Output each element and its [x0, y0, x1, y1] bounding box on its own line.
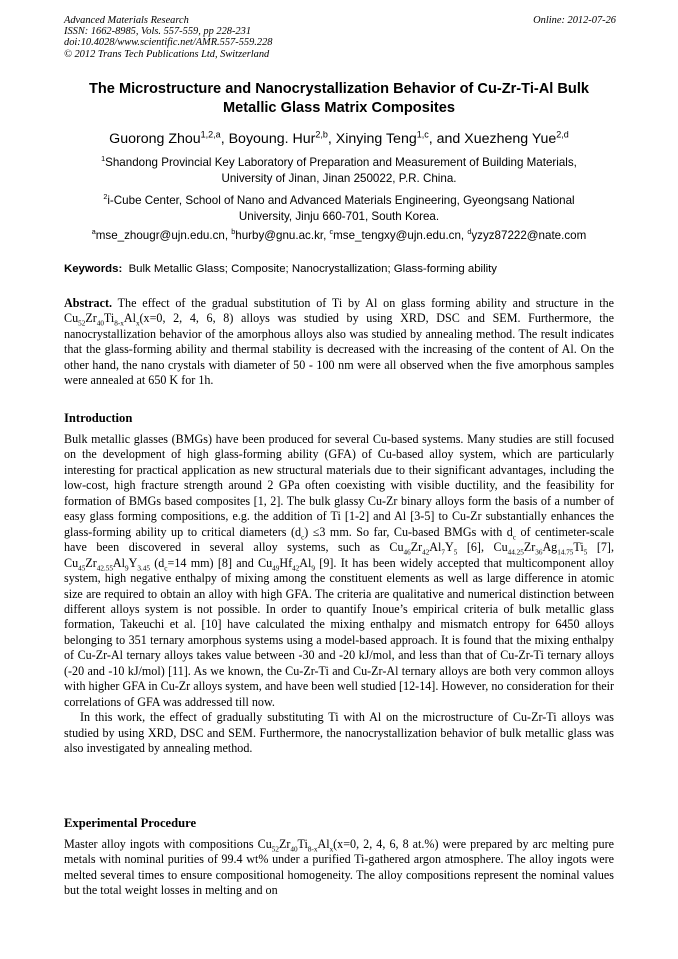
journal-name: Advanced Materials Research — [64, 15, 189, 26]
journal-header — [64, 15, 616, 60]
subscript: 42 — [292, 564, 300, 573]
subscript: 42.55 — [96, 564, 113, 573]
author-affiliation-mark: 2,b — [315, 129, 328, 140]
subscript: 9 — [125, 564, 129, 573]
subscript: x — [135, 319, 140, 328]
email-mark: d — [467, 227, 472, 237]
body-text: [6], Cu — [457, 540, 508, 555]
author-affiliation-mark: 2,d — [556, 129, 569, 140]
abstract-label: Abstract. — [64, 296, 113, 310]
section-heading-experimental: Experimental Procedure — [64, 816, 197, 830]
body-text: Hf — [279, 555, 293, 570]
body-text: Al — [429, 540, 442, 555]
affiliation-mark: 2 — [103, 192, 108, 202]
body-text: Bulk metallic glasses (BMGs) have been produced for several Cu-based systems. Many studies are still focused on the development of high glass-forming ability (GFA) of Cu-based alloy system, which are particularly interesting for practical application as new structural materials due to their significant advantages, including the low-cost, high fracture strength around 2 GPa often coexisting with visible ductility, and the feasibility for formation of BMGs based composites [1, 2]. The bulk glassy Cu-Zr binary alloys form the basis of a number of easy glass forming compositions, e.g. the addition of Ti [1-2] and Al [3-5] to Cu-Zr substantially enhances the glass-forming ability up to critical diameters (d — [64, 432, 614, 539]
body-text: Zr — [410, 540, 423, 555]
author-list — [64, 130, 614, 148]
body-text: Ti — [297, 837, 308, 851]
subscript: x — [329, 845, 334, 854]
title-line-1: The Microstructure and Nanocrystallization Behavior of Cu-Zr-Ti-Al Bulk — [88, 81, 590, 97]
body-text: (d — [149, 555, 165, 570]
subscript: c — [512, 533, 516, 542]
body-text: Al — [299, 555, 312, 570]
subscript: 8-x — [114, 319, 124, 328]
affiliation-1 — [64, 155, 614, 186]
subscript: 45 — [78, 564, 86, 573]
abstract-text: Zr — [85, 311, 97, 326]
subscript: 49 — [272, 564, 280, 573]
abstract — [64, 296, 614, 389]
body-text: =14 mm) [8] and Cu — [167, 555, 273, 570]
affiliation-text: i-Cube Center, School of Nano and Advanced Materials Engineering, Gyeongsang National — [107, 194, 575, 207]
abstract-text: Ti — [103, 311, 115, 326]
abstract-text: (x=0, 2, 4, 6, 8) alloys was studied by using XRD, DSC and SEM. Furthermore, the nanocrystallization behavior of the amorphous alloys also was studied by annealing method. The result indicates that the glass-forming ability and thermal stability is decreased with the increasing of the content of Al. On the other hand, the nano crystals with diameter of 50 - 100 nm were all observed when the five amorphous samples were annealed at 650 K for 1h. — [64, 311, 614, 388]
subscript: 52 — [271, 845, 279, 854]
doi-line: doi:10.4028/www.scientific.net/AMR.557-559.228 — [64, 37, 273, 49]
body-text: (x=0, 2, 4, 6, 8 at.%) were prepared by arc melting pure metals with nominal purities of 99.4 wt% under a purified Ti-gathered argon atmosphere. The alloy ingots were melted several times to ensure compositional homogeneity. The alloy compositions represent the nominal values but the total weight losses in melting and on — [64, 837, 614, 898]
body-text: Zr — [278, 837, 291, 851]
subscript: 42 — [422, 548, 430, 557]
introduction-body — [64, 432, 614, 757]
body-text: Ag — [542, 540, 558, 555]
body-text: Zr — [523, 540, 536, 555]
introduction-paragraph-1 — [64, 432, 614, 710]
subscript: 5 — [583, 548, 588, 557]
subscript: 14.75 — [557, 548, 574, 557]
author-name: Guorong Zhou — [109, 131, 201, 147]
introduction-paragraph-2: In this work, the effect of gradually substituting Ti with Al on the microstructure of Cu-Zr-Ti alloys was studied by using XRD, DSC and SEM. Furthermore, the nanocrystallization behavior of bulk metallic glass was also investigated by annealing method. — [64, 710, 614, 756]
copyright-line: © 2012 Trans Tech Publications Ltd, Switzerland — [64, 48, 270, 60]
email-address: mse_zhougr@ujn.edu.cn, — [95, 229, 232, 242]
title-line-2: Metallic Glass Matrix Composites — [223, 99, 455, 116]
issn-line: ISSN: 1662-8985, Vols. 557-559, pp 228-231 — [64, 26, 252, 38]
body-text: [9]. It has been widely accepted that multicomponent alloy system, high negative enthalpy of mixing among the constituent elements as well as large difference in atomic size are required to obtain an alloy with high GFA. The criteria are qualitative and numerical distinction between different alloys system is not possible. In order to quantify Inoue’s empirical criteria of bulk metallic glass formation, Takeuchi et al. [10] have calculated the mixing enthalpy and mismatch entropy for 6450 alloys belonging to 351 ternary amorphous systems using a model-based approach. It is found that the mixing enthalpy of Cu-Zr-Al ternary alloys takes value between -30 and -20 kJ/mol, and less than that of Cu-Zr-Ti ternary alloys (-20 and -10 kJ/mol) [11]. As we known, the Cu-Zr-Ti and Cu-Zr-Al ternary alloys are both very common alloys with higher GFA in Cu-Zr alloys system, and have been well studied [12-14]. However, no consideration for their correlations of GFA was addressed till now. — [64, 555, 614, 709]
author-affiliation-mark: 1,2,a — [200, 129, 221, 140]
keywords — [64, 262, 616, 277]
subscript: 36 — [535, 548, 543, 557]
keywords-text: Bulk Metallic Glass; Composite; Nanocrystallization; Glass-forming ability — [122, 263, 497, 275]
email-address: hurby@gnu.ac.kr, — [235, 229, 330, 242]
affiliation-2 — [64, 193, 614, 224]
author-name: , Xinying Teng — [327, 131, 417, 147]
subscript: 52 — [78, 319, 86, 328]
subscript: 9 — [311, 564, 315, 573]
paper-title — [64, 80, 614, 117]
email-mark: b — [231, 227, 236, 237]
body-text: Master alloy ingots with compositions Cu — [64, 837, 272, 851]
email-address: yzyz87222@nate.com — [471, 229, 587, 242]
body-text: Y — [128, 555, 138, 570]
online-date: Online: 2012-07-26 — [533, 15, 616, 26]
subscript: 3.45 — [137, 564, 150, 573]
subscript: 46 — [403, 548, 411, 557]
body-text: Al — [112, 555, 125, 570]
author-name: , Boyoung. Hur — [220, 131, 316, 147]
abstract-text: The effect of the gradual substitution of Ti by Al on glass forming ability and structure in the Cu — [64, 296, 614, 326]
subscript: c — [164, 564, 168, 573]
affiliation-text: University, Jinju 660-701, South Korea. — [238, 209, 440, 223]
affiliation-text: Shandong Provincial Key Laboratory of Preparation and Measurement of Building Materials, — [105, 156, 577, 169]
subscript: 44.25 — [507, 548, 524, 557]
body-text: ) ≤3 mm. So far, Cu-based BMGs with d — [304, 524, 513, 539]
email-address: mse_tengxy@ujn.edu.cn, — [333, 229, 468, 242]
body-text: Zr — [85, 555, 97, 570]
author-affiliation-mark: 1,c — [416, 129, 429, 140]
body-text: Ti — [573, 540, 584, 555]
subscript: 40 — [96, 319, 104, 328]
email-mark: c — [329, 227, 334, 237]
section-heading-introduction: Introduction — [64, 411, 133, 425]
body-text: [7], Cu — [64, 540, 614, 570]
subscript: 7 — [441, 548, 445, 557]
email-list — [64, 228, 614, 244]
keywords-label: Keywords: — [64, 263, 123, 275]
subscript: c — [301, 533, 305, 542]
subscript: 5 — [453, 548, 458, 557]
body-text: Al — [317, 837, 330, 851]
body-text: of centimeter-scale have been discovered in several alloy systems, such as Cu — [64, 524, 614, 555]
subscript: 8-x — [307, 845, 318, 854]
subscript: 40 — [290, 845, 298, 854]
body-text: Y — [444, 540, 454, 555]
abstract-text: Al — [123, 311, 136, 326]
email-mark: a — [91, 227, 96, 237]
author-name: , and Xuezheng Yue — [428, 131, 557, 147]
experimental-body — [64, 837, 614, 899]
affiliation-text: University of Jinan, Jinan 250022, P.R. China. — [221, 171, 457, 185]
affiliation-mark: 1 — [101, 154, 106, 164]
